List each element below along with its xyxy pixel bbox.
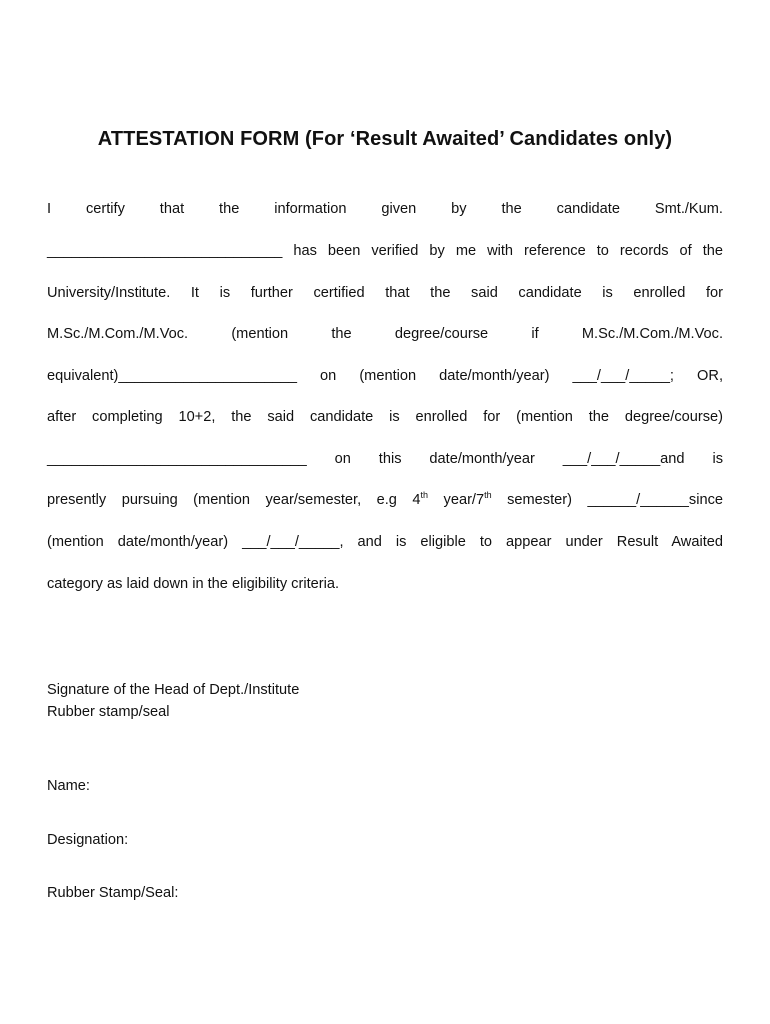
signature-head-label: Signature of the Head of Dept./Institute (47, 682, 300, 698)
rubber-stamp-label: Rubber Stamp/Seal: (47, 885, 179, 901)
body-line-9: (mention date/month/year) ___/___/_____, and is eligible to appear under Result Awaited (47, 534, 723, 550)
body-line-10: category as laid down in the eligibility criteria. (47, 576, 340, 592)
signature-stamp-label: Rubber stamp/seal (47, 704, 170, 720)
superscript-th-2: th (484, 490, 492, 501)
form-title: ATTESTATION FORM (For ‘Result Awaited’ Candidates only) (97, 128, 673, 150)
body-line-5: equivalent)______________________ on (mention date/month/year) ___/___/_____; OR, (47, 368, 723, 384)
name-label: Name: (47, 778, 90, 794)
body-line-8-part-c: semester) ______/______since (491, 492, 723, 508)
body-line-3: University/Institute. It is further certified that the said candidate is enrolled for (47, 285, 723, 301)
body-line-6: after completing 10+2, the said candidate is enrolled for (mention the degree/course) (47, 409, 723, 425)
body-line-8 (47, 492, 723, 508)
body-line-8-part-a: presently pursuing (mention year/semester, e.g 4 (47, 492, 421, 508)
body-line-4: M.Sc./M.Com./M.Voc. (mention the degree/course if M.Sc./M.Com./M.Voc. (47, 326, 723, 342)
designation-label: Designation: (47, 832, 129, 848)
body-line-1: I certify that the information given by the candidate Smt./Kum. (47, 201, 723, 217)
body-line-7: ________________________________ on this date/month/year ___/___/_____and is (47, 451, 723, 467)
body-line-2: _____________________________ has been verified by me with reference to records of the (47, 243, 723, 259)
body-line-8-part-b: year/7 (428, 492, 485, 508)
superscript-th-1: th (420, 490, 429, 501)
